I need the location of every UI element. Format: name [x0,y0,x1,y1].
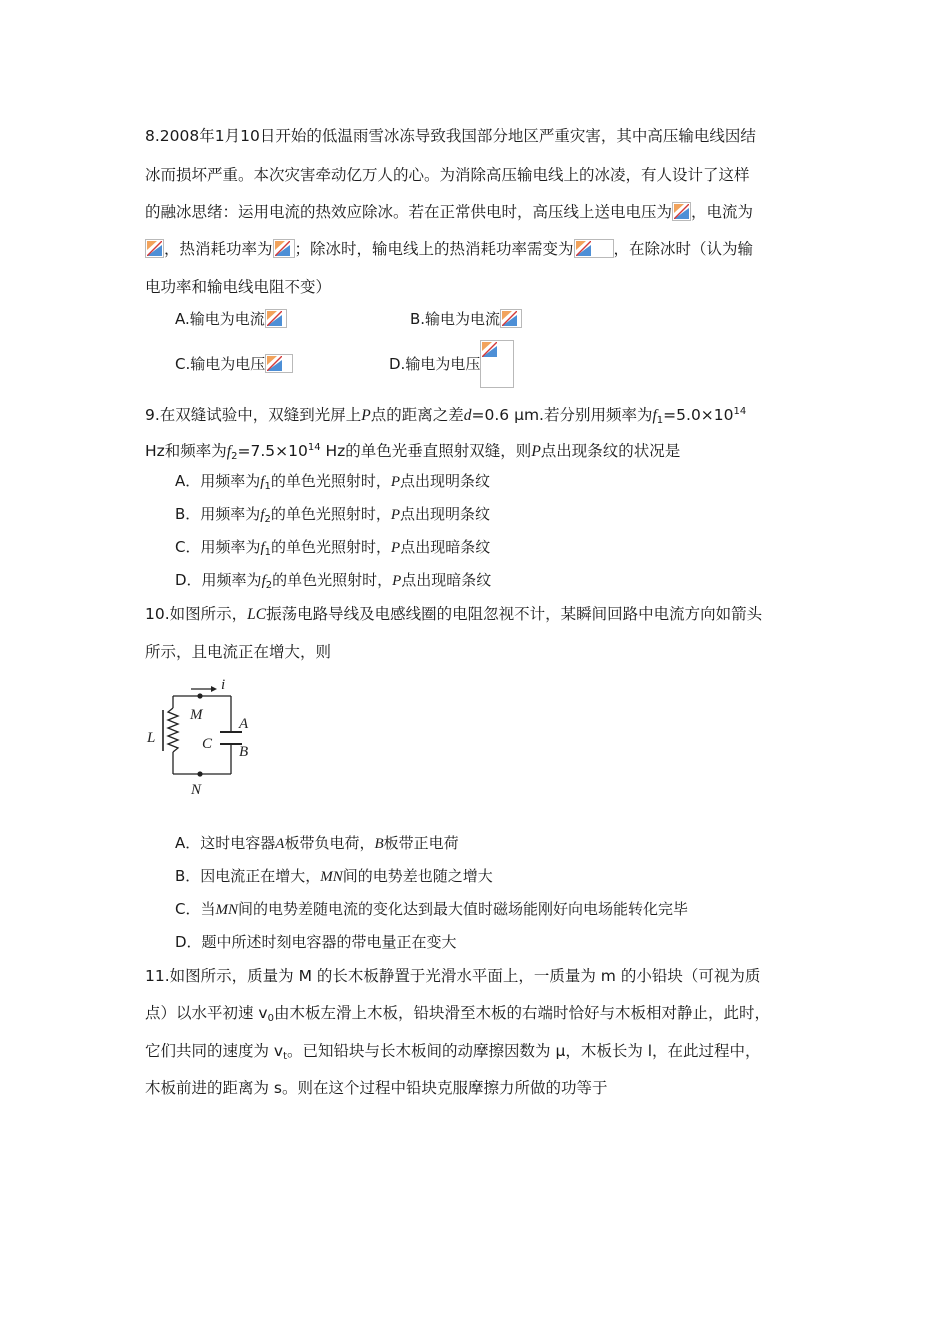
label-b: B [239,744,249,760]
var-p: P [531,443,541,460]
q8-line-4 [145,239,753,259]
q9-text: =5.0×10 [663,406,734,424]
q9-text: 9.在双缝试验中，双缝到光屏上 [145,406,362,424]
broken-image-icon [574,239,614,258]
var-mn: MN [215,902,238,918]
label-c: C [202,736,213,752]
q10-line-1 [145,604,762,625]
option-text: C．用频率为 [175,538,261,556]
subscript: t [283,1051,288,1062]
q8-option-d-label: D.输电为电压 [389,355,481,373]
var-p: P [361,407,371,424]
var-p: P [390,507,401,523]
q9-option-c [175,537,490,563]
broken-image-icon [265,354,293,373]
var-a: A [275,836,285,852]
option-text: 板带正电荷 [383,834,459,852]
broken-image-icon [672,202,691,221]
inductor-coil [168,708,178,752]
capacitor [220,732,242,744]
q8-option-c [175,354,293,374]
node-n [197,771,202,776]
q8-line-2: 冰而损坏严重。本次灾害牵动亿万人的心。为消除高压输电线上的冰凌，有人设计了这样 [145,166,750,184]
q9-option-b [175,504,490,530]
option-text: 的单色光照射时， [271,538,392,556]
q8-option-b-label: B.输电为电流 [410,310,501,328]
broken-image-icon [480,340,514,388]
option-text: 点出现暗条纹 [400,538,491,556]
option-text: B．用频率为 [175,505,261,523]
label-i: i [221,677,226,693]
q10-text: 振荡电路导线及电感线圈的电阻忽视不计，某瞬间回路中电流方向如箭头 [266,605,763,623]
q9-text: =0.6 μm.若分别用频率为 [471,406,653,424]
superscript: 14 [733,406,747,417]
var-p: P [391,540,401,556]
option-text: B．因电流正在增大， [175,867,321,885]
q9-line-2 [145,438,680,467]
subscript: 1 [264,481,271,492]
subscript: 1 [264,547,272,558]
option-text: 间的电势差随电流的变化达到最大值时磁场能刚好向电场能转化完毕 [237,900,688,918]
lc-circuit-diagram [143,675,263,800]
node-m [197,693,202,698]
var-d: d [463,407,472,424]
option-text: 间的电势差也随之增大 [342,867,493,885]
var-f: f [260,507,265,523]
q8-line-4-text-c: ，在除冰时（认为输 [613,240,754,258]
q9-line-1 [145,402,746,431]
q8-line-3 [145,202,753,222]
subscript: 2 [265,580,273,591]
option-text: 点出现明条纹 [400,472,491,490]
var-f: f [260,540,265,556]
var-b: B [374,836,384,852]
var-lc: LC [247,606,267,623]
superscript: 14 [307,442,321,453]
q8-line-1: 8.2008年1月10日开始的低温雨雪冰冻导致我国部分地区严重灾害，其中高压输电线因结 [145,127,756,145]
current-arrow-head [211,686,217,692]
subscript: 2 [264,514,271,525]
q8-line-3-text-a: 的融冰思绪：运用电流的热效应除冰。若在正常供电时，高压线上送电电压为 [145,203,673,221]
option-text: A．用频率为 [175,472,261,490]
q8-line-5: 电功率和输电线电阻不变） [145,278,332,296]
var-f: f [260,474,265,490]
q10-option-b [175,866,493,887]
q11-line-4: 木板前进的距离为 s。则在这个过程中铅块克服摩擦力所做的功等于 [145,1079,608,1097]
q8-line-4-text-b: ；除冰时，输电线上的热消耗功率需变为 [294,240,574,258]
broken-image-icon [273,239,295,258]
q10-line-2: 所示，且电流正在增大，则 [145,643,332,661]
q8-option-b [410,309,522,329]
q8-option-a-label: A.输电为电流 [175,310,265,328]
q9-option-d [175,570,491,596]
var-f: f [652,407,657,424]
var-p: P [392,573,402,589]
subscript: 2 [231,451,238,462]
label-n: N [191,782,202,798]
subscript: 1 [656,415,664,426]
q9-text: Hz和频率为 [145,442,227,460]
q10-option-a [175,833,459,854]
q11-text: 点）以水平初速 v [145,1004,268,1022]
option-text: 的单色光照射时， [270,505,391,523]
q11-line-2 [145,1003,770,1029]
q8-option-d [389,340,514,388]
broken-image-icon [145,239,164,258]
q9-text: Hz的单色光垂直照射双缝，则 [320,442,532,460]
q10-option-d: D．题中所述时刻电容器的带电量正在变大 [175,933,457,951]
q8-option-a [175,309,287,329]
q11-text: 由木板左滑上木板，铅块滑至木板的右端时恰好与木板相对静止，此时， [273,1004,770,1022]
q10-text: 10.如图所示， [145,605,248,623]
option-text: C．当 [175,900,216,918]
q10-option-c [175,899,688,920]
var-f: f [261,573,266,589]
label-l: L [147,730,156,746]
option-text: A．这时电容器 [175,834,276,852]
option-text: 板带负电荷， [284,834,375,852]
option-text: 的单色光照射时， [272,571,393,589]
label-m: M [190,707,203,723]
q8-line-4-text-a: ，热消耗功率为 [164,240,273,258]
var-f: f [226,443,232,460]
q9-text: 点的距离之差 [370,406,464,424]
q11-line-3 [145,1041,761,1067]
q11-text: 。已知铅块与长木板间的动摩擦因数为 μ，木板长为 l，在此过程中， [287,1042,761,1060]
broken-image-icon [265,309,287,328]
q9-option-a [175,471,490,497]
q9-text: =7.5×10 [237,442,308,460]
broken-image-icon [500,309,522,328]
option-text: 的单色光照射时， [270,472,391,490]
q9-text: 点出现条纹的状况是 [540,442,681,460]
q11-line-1: 11.如图所示，质量为 M 的长木板静置于光滑水平面上，一质量为 m 的小铅块（可视为质 [145,967,761,985]
q11-text: 它们共同的速度为 v [145,1042,284,1060]
label-a: A [239,716,249,732]
q8-line-3-text-b: ，电流为 [691,203,754,221]
option-text: 点出现明条纹 [400,505,491,523]
var-mn: MN [320,869,343,885]
q8-option-c-label: C.输电为电压 [175,355,266,373]
option-text: D．用频率为 [175,571,262,589]
option-text: 点出现暗条纹 [401,571,492,589]
subscript: 0 [267,1013,274,1024]
var-p: P [390,474,400,490]
